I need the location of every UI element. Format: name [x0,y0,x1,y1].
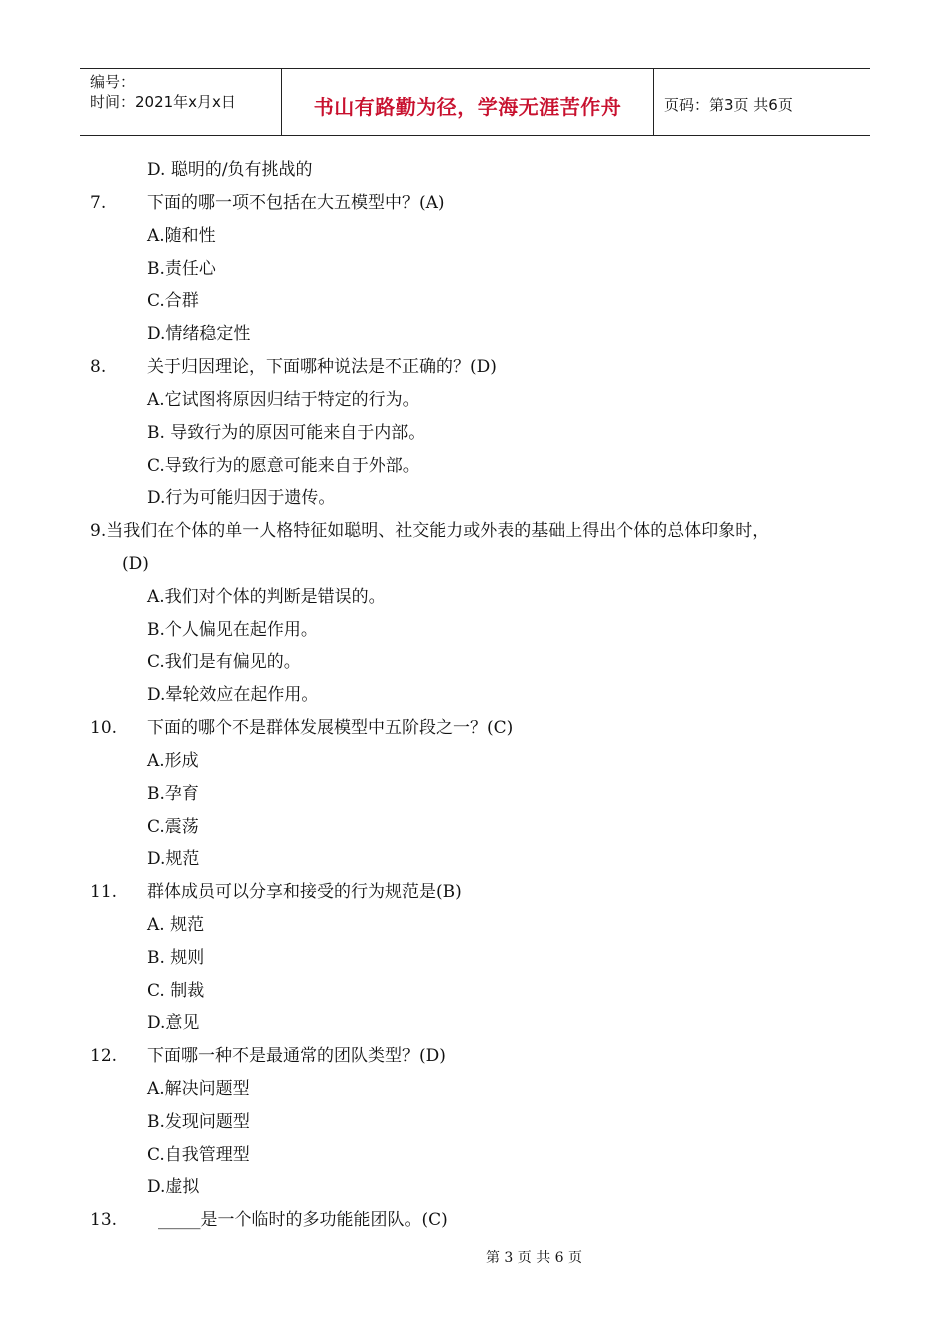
option-line: C. 制裁 [147,981,205,1001]
option-line: B. 规则 [147,948,205,968]
option-line: B.发现问题型 [147,1112,250,1132]
question-text: 下面哪一种不是最通常的团队类型？(D) [147,1046,446,1066]
question-number: 11. [90,882,118,902]
option-line: D.规范 [147,849,200,869]
date-label: 时间：2021年x月x日 [90,93,236,111]
question-text: 9.当我们在个体的单一人格特征如聪明、社交能力或外表的基础上得出个体的总体印象时， [90,521,770,541]
header-motto-cell [282,69,654,135]
option-line: B.个人偏见在起作用。 [147,620,318,640]
question-number: 10. [90,718,118,738]
question-number: 7. [90,193,107,213]
option-line: C.合群 [147,291,199,311]
option-line: C.自我管理型 [147,1145,250,1165]
option-line: D.情绪稳定性 [147,324,251,344]
header-page-cell [654,69,870,135]
question-text: 关于归因理论，下面哪种说法是不正确的？(D) [147,357,497,377]
option-line: B.责任心 [147,259,216,279]
page-header [80,68,870,136]
header-info-cell [80,69,282,135]
option-line: B.孕育 [147,784,199,804]
option-line: A.形成 [147,751,199,771]
option-line: C.导致行为的愿意可能来自于外部。 [147,456,420,476]
page-label: 页码：第3页 共6页 [664,96,793,114]
page-footer: 第 3 页 共 6 页 [485,1250,583,1266]
question-text: 群体成员可以分享和接受的行为规范是(B) [147,882,462,902]
code-label: 编号： [90,73,136,91]
question-text-continued: (D) [122,554,149,574]
question-number: 13. [90,1210,118,1230]
option-line: A.随和性 [147,226,216,246]
question-number: 8. [90,357,107,377]
option-line: D.虚拟 [147,1177,200,1197]
option-line: A.它试图将原因归结于特定的行为。 [147,390,420,410]
option-line: C.我们是有偏见的。 [147,652,301,672]
option-line: C.震荡 [147,817,199,837]
question-text: 下面的哪个不是群体发展模型中五阶段之一？(C) [147,718,514,738]
question-text: _____是一个临时的多功能能团队。(C) [158,1210,448,1230]
option-line: D.晕轮效应在起作用。 [147,685,319,705]
motto-text: 书山有路勤为径，学海无涯苦作舟 [313,95,622,119]
question-text: 下面的哪一项不包括在大五模型中？(A) [147,193,445,213]
option-line: B. 导致行为的原因可能来自于内部。 [147,423,426,443]
option-line: D. 聪明的/负有挑战的 [147,160,313,180]
option-line: A.我们对个体的判断是错误的。 [147,587,386,607]
option-line: A. 规范 [147,915,205,935]
option-line: A.解决问题型 [147,1079,250,1099]
option-line: D.意见 [147,1013,200,1033]
option-line: D.行为可能归因于遗传。 [147,488,336,508]
question-number: 12. [90,1046,118,1066]
